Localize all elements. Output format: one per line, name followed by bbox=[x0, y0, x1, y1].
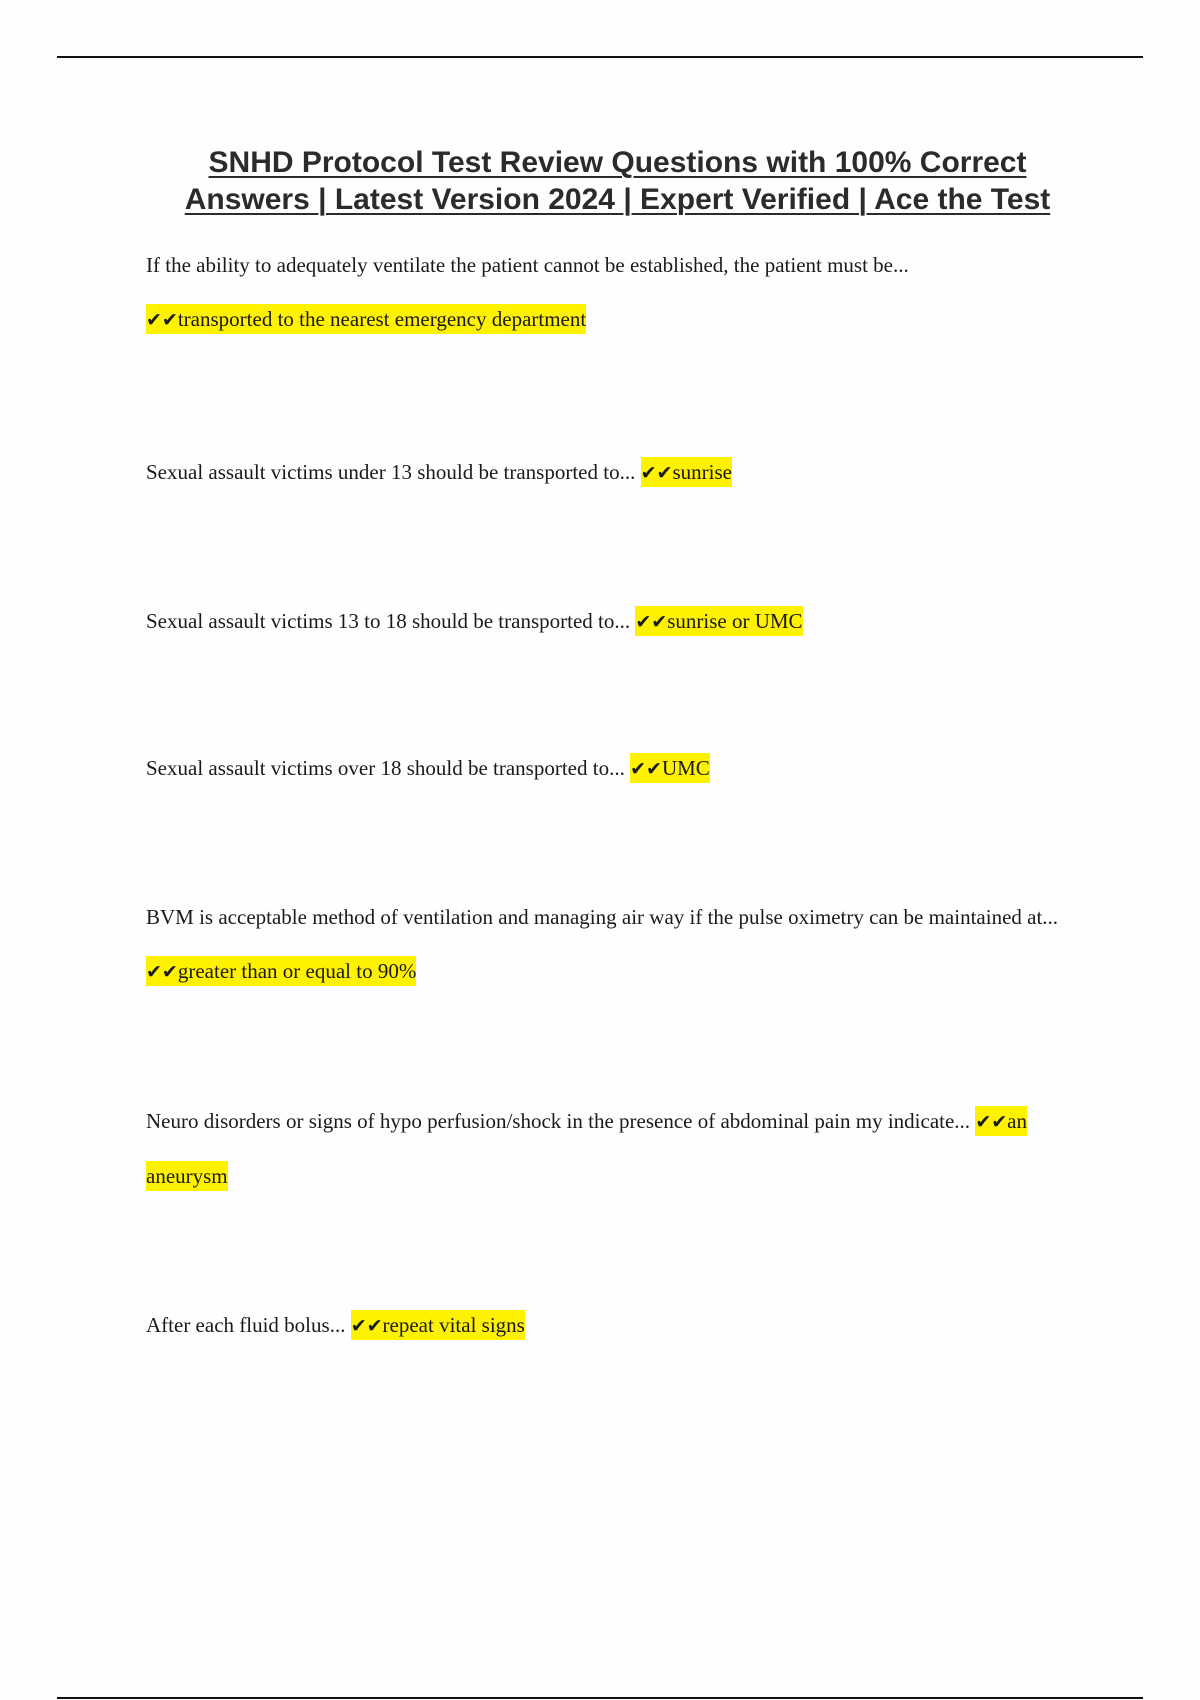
answer-highlight bbox=[351, 1310, 525, 1340]
answer-highlight bbox=[641, 457, 732, 487]
answer-text: sunrise bbox=[672, 460, 732, 484]
check-mark-icon: ✔✔ bbox=[146, 961, 178, 983]
question-text: After each fluid bolus... bbox=[146, 1313, 346, 1337]
answer-text: sunrise or UMC bbox=[667, 609, 803, 633]
check-mark-icon: ✔✔ bbox=[350, 1315, 383, 1337]
check-mark-icon: ✔✔ bbox=[975, 1111, 1008, 1133]
answer-highlight bbox=[630, 753, 710, 783]
qa-item bbox=[146, 1094, 1086, 1203]
answer-highlight bbox=[146, 956, 416, 986]
qa-item bbox=[146, 445, 1086, 500]
check-mark-icon: ✔✔ bbox=[640, 462, 673, 484]
answer-text: greater than or equal to 90% bbox=[177, 959, 417, 983]
title-line-1: SNHD Protocol Test Review Questions with 100% Correct bbox=[208, 146, 1027, 179]
answer-text: an aneurysm bbox=[146, 1109, 1027, 1188]
document-title bbox=[80, 144, 1155, 218]
qa-item bbox=[146, 741, 1086, 796]
answer-highlight bbox=[635, 606, 802, 636]
answer-text: transported to the nearest emergency department bbox=[177, 307, 587, 331]
check-mark-icon: ✔✔ bbox=[146, 309, 178, 331]
title-line-2: Answers | Latest Version 2024 | Expert Verified | Ace the Test bbox=[184, 183, 1051, 216]
answer-text: UMC bbox=[661, 756, 710, 780]
qa-item bbox=[146, 890, 1086, 999]
check-mark-icon: ✔✔ bbox=[630, 758, 662, 780]
top-rule bbox=[57, 56, 1143, 58]
answer-text: repeat vital signs bbox=[382, 1313, 525, 1337]
bottom-rule bbox=[57, 1697, 1143, 1699]
qa-item bbox=[146, 594, 1086, 649]
qa-item bbox=[146, 238, 1086, 347]
qa-item bbox=[146, 1298, 1086, 1353]
check-mark-icon: ✔✔ bbox=[635, 611, 668, 633]
question-text: Neuro disorders or signs of hypo perfusion/shock in the presence of abdominal pain my indicate... bbox=[146, 1109, 971, 1133]
question-text: Sexual assault victims 13 to 18 should be transported to... bbox=[146, 609, 631, 633]
question-text: BVM is acceptable method of ventilation and managing air way if the pulse oximetry can be maintained at... bbox=[146, 905, 1059, 929]
question-text: Sexual assault victims over 18 should be transported to... bbox=[146, 756, 625, 780]
question-text: Sexual assault victims under 13 should be transported to... bbox=[146, 460, 636, 484]
question-text: If the ability to adequately ventilate the patient cannot be established, the patient must be... bbox=[146, 253, 909, 277]
answer-highlight bbox=[146, 304, 586, 334]
